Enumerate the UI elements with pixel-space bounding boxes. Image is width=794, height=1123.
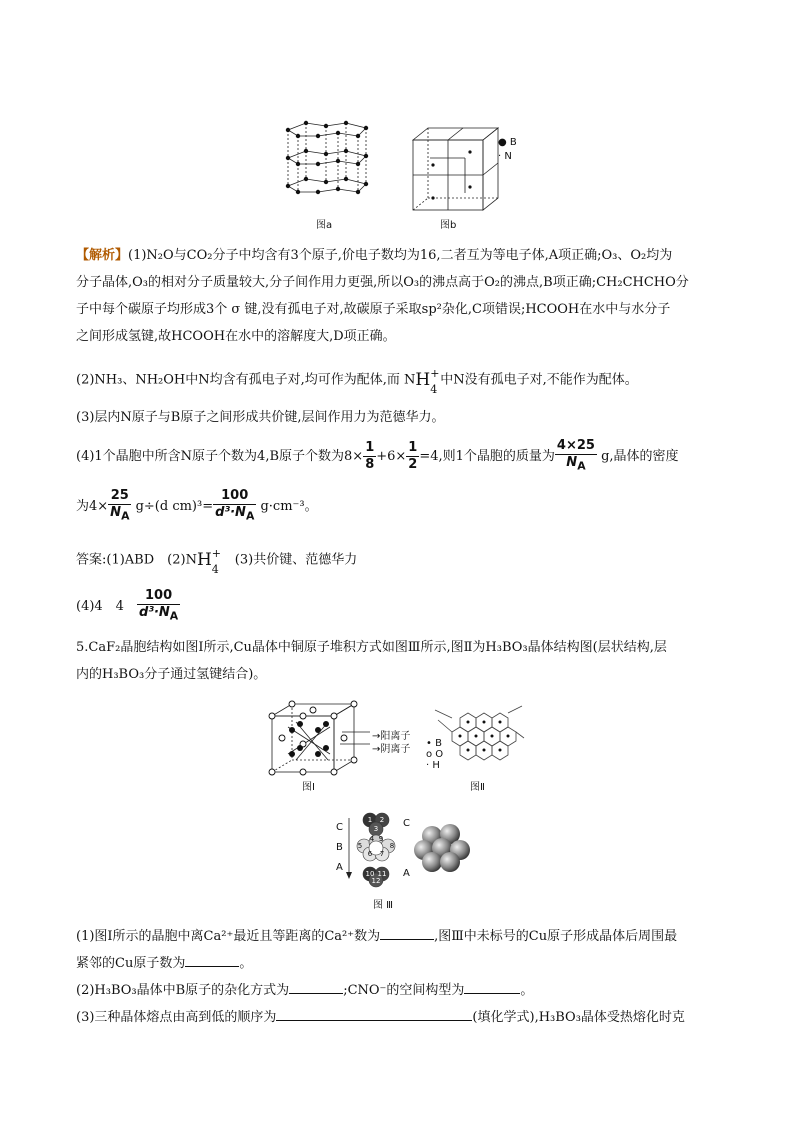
question5-stem-line2: 内的H₃BO₃分子通过氢键结合)。 (76, 667, 267, 682)
figure-i-label-cation: →阳离子 (372, 731, 411, 742)
q1-l2-post: 。 (239, 956, 253, 971)
fig3-layer-b: B (336, 842, 343, 853)
figure-iii-cluster (412, 822, 472, 876)
fig3-num-9: 9 (378, 835, 384, 843)
question5-q3 (76, 1006, 718, 1028)
q1-answer-blank-2[interactable] (185, 952, 239, 967)
fraction-one-eighth: $\frac{1}{8}$ (365, 439, 375, 472)
q2-answer-blank-1[interactable] (289, 979, 343, 994)
analysis-p2-pre: (2)NH₃、NH₂OH中N均含有孤电子对,均可作为配体,而 N (76, 372, 416, 388)
q3-post: (填化学式),H₃BO₃晶体受热熔化时克 (472, 1010, 685, 1025)
figure-a-hexagonal-bn (278, 118, 388, 213)
fig3-num-11: 11 (377, 870, 387, 878)
figure-i-label-anion: →阴离子 (372, 744, 411, 755)
q3-pre: (3)三种晶体熔点由高到低的顺序为 (76, 1010, 277, 1025)
q1-l2-pre: 紧邻的Cu原子数为 (76, 956, 186, 971)
question5-q2 (76, 979, 718, 1001)
legend-boron: B (435, 738, 442, 749)
answer-ammonium-ion: H + 4 (196, 547, 221, 576)
fig3-layer-c: C (336, 822, 343, 833)
fraction-one-half: $\frac{1}{2}$ (408, 439, 418, 472)
question5-stem-line1: 5.CaF₂晶胞结构如图Ⅰ所示,Cu晶体中铜原子堆积方式如图Ⅲ所示,图Ⅱ为H₃BO₃晶体结构图(层状结构,层 (76, 640, 667, 655)
figure-ii-legend: • B o O · H (426, 738, 444, 771)
analysis-p4 (76, 438, 718, 475)
q2-mid: ;CNO⁻的空间构型为 (343, 983, 465, 998)
analysis-p3: (3)层内N原子与B原子之间形成共价键,层间作用力为范德华力。 (76, 410, 445, 425)
fig3-num-2: 2 (379, 816, 385, 824)
fig3-layer-a2: A (403, 868, 410, 879)
question5-q1-line1 (76, 925, 718, 947)
q3-answer-blank[interactable] (276, 1006, 472, 1021)
legend-b-label: B (509, 137, 517, 148)
answer-l1-pre: 答案:(1)ABD (2)N (76, 552, 197, 568)
analysis-p4-post: g,晶体的密度 (596, 448, 679, 464)
analysis-p4-mid1: +6× (376, 448, 407, 464)
answer-line1 (76, 547, 718, 576)
analysis-p4-mid2: =4,则1个晶胞的质量为 (419, 448, 555, 464)
legend-n-label: N (504, 151, 512, 162)
analysis-p5-post: g·cm⁻³。 (256, 498, 318, 514)
analysis-p1-line1 (76, 246, 718, 266)
answer-fraction-density: $\frac{100}{d^3\cdot N_A}$ (138, 588, 179, 623)
fig3-num-6: 6 (367, 850, 373, 858)
figure-i-caption: 图Ⅰ (302, 782, 315, 793)
legend-hydrogen: H (432, 760, 440, 771)
q2-answer-blank-2[interactable] (464, 979, 520, 994)
fig3-num-10: 10 (365, 870, 375, 878)
figure-i-caf2-cell (270, 702, 360, 774)
fraction-25-over-na: $\frac{25}{N_A}$ (110, 488, 130, 523)
figure-ii-caption: 图Ⅱ (470, 782, 485, 793)
fig3-num-1: 1 (367, 816, 373, 824)
analysis-p5 (76, 488, 718, 525)
figure-b-legend: ● B · N (498, 137, 517, 162)
analysis-p1-line4: 之间形成氢键,故HCOOH在水中的溶解度大,D项正确。 (76, 329, 396, 344)
question5-q1-line2 (76, 952, 718, 974)
q1-answer-blank-1[interactable] (380, 925, 434, 940)
fraction-density: $\frac{100}{d^3\cdot N_A}$ (215, 488, 255, 523)
q1-mid: ,图Ⅲ中未标号的Cu原子形成晶体后周围最 (434, 929, 678, 944)
fig3-num-3: 3 (373, 825, 379, 833)
analysis-bracket: 【解析】 (76, 248, 129, 263)
analysis-p4-pre: (4)1个晶胞中所含N原子个数为4,B原子个数为8× (76, 448, 364, 464)
fig3-layer-a: A (336, 862, 343, 873)
analysis-p1-line3: 子中每个碳原子均形成3个 σ 键,没有孤电子对,故碳原子采取sp²杂化,C项错误;HCOOH在水中与水分子 (76, 302, 671, 317)
analysis-p2-post: 中N没有孤电子对,不能作为配体。 (440, 372, 638, 388)
fraction-cell-mass: $\frac{4\times 25}{N_A}$ (556, 438, 595, 473)
fig3-num-5: 5 (357, 842, 363, 850)
fig3-layer-c2: C (403, 818, 410, 829)
figure-b-caption: 图b (440, 220, 457, 231)
legend-oxygen: O (435, 749, 444, 760)
q1-pre: (1)图Ⅰ所示的晶胞中离Ca²⁺最近且等距离的Ca²⁺数为 (76, 929, 381, 944)
fig3-num-12: 12 (371, 877, 381, 885)
figure-iii-caption: 图 Ⅲ (373, 900, 394, 911)
analysis-p5-mid: g÷(d cm)³= (131, 498, 214, 514)
figure-a-caption: 图a (316, 220, 333, 231)
answer-line2 (76, 588, 718, 625)
q2-post: 。 (520, 983, 534, 998)
ammonium-ion: H + 4 (415, 367, 440, 396)
figure-ii-h3bo3-layer (430, 698, 525, 770)
figure-iii-packing (352, 808, 400, 888)
analysis-p2 (76, 367, 718, 396)
fig3-num-8: 8 (389, 842, 395, 850)
analysis-p1-line2: 分子晶体,O₃的相对分子质量较大,分子间作用力更强,所以O₃的沸点高于O₂的沸点,B项正确;CH₂CHCHO分 (76, 275, 689, 290)
answer-l1-post: (3)共价键、范德华力 (221, 552, 358, 568)
analysis-p1-text1: (1)N₂O与CO₂分子中均含有3个原子,价电子数均为16,二者互为等电子体,A项正确;O₃、O₂均为 (128, 248, 673, 263)
fig3-num-4: 4 (369, 835, 375, 843)
fig3-num-7: 7 (379, 850, 385, 858)
answer-l2-pre: (4)4 4 (76, 598, 137, 614)
analysis-p5-pre: 为4× (76, 498, 109, 514)
q2-pre: (2)H₃BO₃晶体中B原子的杂化方式为 (76, 983, 290, 998)
